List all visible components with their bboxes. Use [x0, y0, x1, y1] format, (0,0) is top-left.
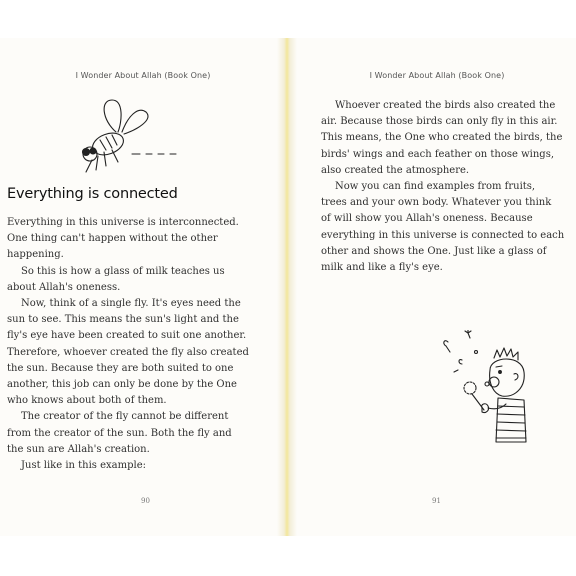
- left-line-1: Everything in this universe is interconnected.: [7, 217, 239, 228]
- fly-wing-left: [104, 100, 121, 132]
- fly-eye-left: [83, 149, 90, 156]
- left-line-14: from the creator of the sun. Both the fly and: [7, 427, 232, 439]
- right-line-7: trees and your own body. Whatever you think: [321, 197, 552, 209]
- left-line-10: the sun. Because they are both suited to one: [7, 362, 234, 374]
- left-line-12: who knows about both of them.: [7, 395, 167, 407]
- left-body-text: [7, 215, 269, 474]
- fly-eye-right: [90, 148, 96, 154]
- right-line-5: also created the atmosphere.: [321, 164, 470, 176]
- left-line-2: One thing can't happen without the other: [7, 233, 218, 245]
- right-line-8: of will show you Allah's oneness. Because: [321, 213, 533, 225]
- left-line-15: the sun are Allah's creation.: [7, 443, 150, 455]
- page-heading: Everything is connected: [7, 186, 178, 202]
- right-line-1: Whoever created the birds also created the: [335, 100, 556, 111]
- right-line-11: milk and like a fly's eye.: [321, 262, 443, 274]
- left-line-7: sun to see. This means the sun's light and the: [7, 314, 239, 326]
- boy-mouth: [485, 382, 489, 386]
- boy-shirt: [496, 398, 526, 442]
- right-page-number: 91: [432, 497, 441, 505]
- left-line-8: fly's eye have been created to suit one another.: [7, 330, 247, 342]
- right-line-3: This means, the One who created the birds, the: [321, 132, 563, 144]
- right-line-2: air. Because those birds can only fly in this air.: [321, 116, 558, 128]
- boy-ear: [514, 374, 518, 380]
- left-page-number: 90: [141, 497, 150, 505]
- left-line-11: another, this job can only be done by the One: [7, 379, 237, 391]
- left-line-13: The creator of the fly cannot be different: [21, 411, 229, 423]
- right-line-6: Now you can find examples from fruits,: [335, 181, 536, 193]
- boy-blowing-dandelion-illustration: [440, 330, 532, 445]
- fly-wing-right: [122, 110, 148, 134]
- left-line-4: So this is how a glass of milk teaches us: [21, 265, 225, 277]
- dandelion-seed-5: [454, 370, 458, 372]
- left-line-3: happening.: [7, 249, 64, 261]
- dandelion-seed-1: [444, 341, 450, 352]
- left-line-5: about Allah's oneness.: [7, 281, 121, 293]
- left-running-head: I Wonder About Allah (Book One): [75, 71, 211, 80]
- book-gutter: [277, 38, 297, 536]
- right-line-10: other and shows the One. Just like a glass of: [321, 245, 547, 257]
- dandelion-seed-3: [459, 360, 462, 364]
- dandelion-head: [464, 382, 476, 394]
- boy-hair: [494, 348, 518, 360]
- dandelion-seed-4: [475, 351, 478, 354]
- left-line-6: Now, think of a single fly. It's eyes need the: [21, 298, 241, 310]
- right-line-9: everything in this universe is connected to each: [321, 229, 565, 241]
- fly-illustration: [72, 92, 192, 184]
- boy-head: [490, 359, 525, 396]
- boy-eyebrow: [496, 366, 502, 367]
- right-running-head: I Wonder About Allah (Book One): [369, 71, 505, 80]
- left-line-9: Therefore, whoever created the fly also created: [7, 346, 249, 358]
- fly-body: [90, 129, 127, 159]
- boy-eye: [499, 371, 502, 374]
- left-line-16: Just like in this example:: [21, 460, 147, 472]
- dandelion-seed-2: [465, 330, 471, 338]
- right-line-4: birds' wings and each feather on those wings,: [321, 148, 555, 160]
- right-body-text: [321, 98, 565, 276]
